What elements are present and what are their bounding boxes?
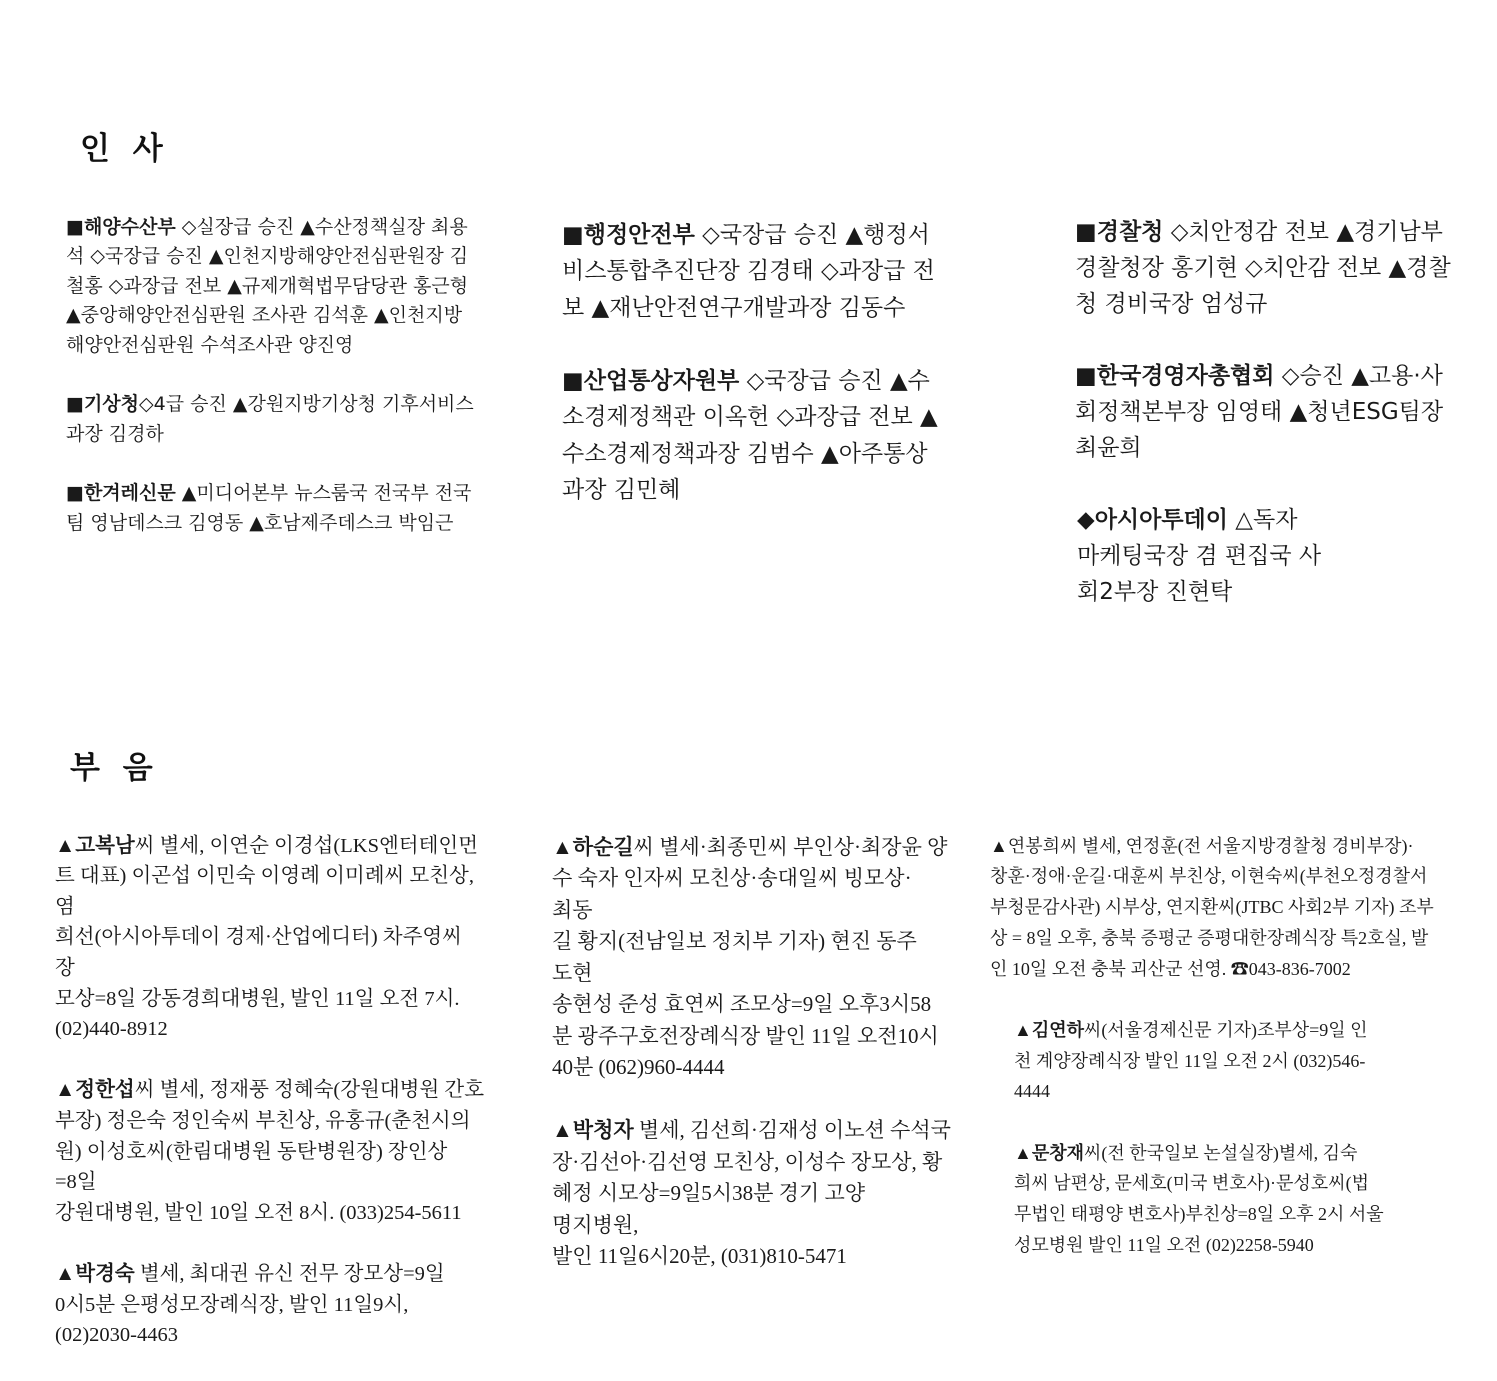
appointments-heading: 인 사	[80, 131, 169, 167]
organization-label: ■산업통상자원부	[562, 367, 740, 394]
deceased-name: ▲하순길	[552, 834, 634, 859]
organization-label: ■행정안전부	[562, 221, 695, 248]
organization-label: ■한겨레신문	[66, 481, 176, 504]
organization-label: ■해양수산부	[66, 215, 176, 238]
obituary-entry	[55, 831, 485, 1045]
obituary-entry	[990, 1138, 1455, 1261]
appointment-entry	[66, 390, 496, 449]
appointment-entry	[562, 217, 947, 327]
obituaries-heading: 부 음	[70, 750, 159, 786]
appointment-entry	[1075, 358, 1470, 466]
obituary-entry	[55, 1075, 485, 1228]
deceased-name: ▲박경숙	[55, 1262, 135, 1285]
appointment-entry	[1075, 214, 1470, 322]
obituary-text: 씨 별세·최종민씨 부인상·최장윤 양 수 숙자 인자씨 모친상·송대일씨 빙모상·최동 길 황지(전남일보 정치부 기자) 현진 동주 도현 송현성 준성 효연씨 조모상=9일 오후3시58 분 광주구호전장례식장 발인 11일 오전10시 40분 (062)960-4444	[552, 834, 948, 1079]
appointment-text: ◇국장급 승진 ▲수 소경제정책관 이옥헌 ◇과장급 전보 ▲ 수소경제정책과장 김범수 ▲아주통상 과장 김민혜	[562, 367, 938, 503]
obituaries-column-2	[552, 800, 952, 1304]
appointment-text: ▲미디어본부 뉴스룸국 전국부 전국 팀 영남데스크 김영동 ▲호남제주데스크 박임근	[66, 481, 472, 534]
obituary-text: 씨 별세, 이연순 이경섭(LKS엔터테인먼 트 대표) 이곤섭 이민숙 이영례 이미례씨 모친상, 염 희선(아시아투데이 경제·산업에디터) 차주영씨 장 모상=8일 강동경희대병원, 발인 11일 오전 7시. (02)440-8912	[55, 834, 478, 1041]
deceased-name: ▲김연하	[1014, 1019, 1084, 1040]
obituary-entry	[990, 1015, 1455, 1107]
deceased-name: ▲박청자	[552, 1118, 634, 1142]
appointment-entry	[66, 213, 496, 361]
appointment-text: ◇실장급 승진 ▲수산정책실장 최용 석 ◇국장급 승진 ▲인천지방해양안전심판원장 김 철홍 ◇과장급 전보 ▲규제개혁법무담당관 홍근형 ▲중앙해양안전심판원 조사관 김석훈 ▲인천지방 해양안전심판원 수석조사관 양진영	[66, 215, 469, 356]
obituary-text: 별세, 최대권 유신 전무 장모상=9일 0시5분 은평성모장례식장, 발인 11일9시, (02)2030-4463	[55, 1262, 445, 1347]
organization-label: ■한국경영자총협회	[1075, 363, 1275, 389]
appointment-text: ◇4급 승진 ▲강원지방기상청 기후서비스 과장 김경하	[66, 393, 474, 445]
obituaries-column-1	[55, 800, 485, 1381]
appointment-text: △독자 마케팅국장 겸 편집국 사 회2부장 진현탁	[1077, 507, 1322, 605]
appointment-text: ◇치안정감 전보 ▲경기남부 경찰청장 홍기현 ◇치안감 전보 ▲경찰 청 경비국장 엄성규	[1075, 219, 1451, 317]
obituary-entry	[552, 832, 952, 1084]
obituary-text: 씨(전 한국일보 논설실장)별세, 김숙 희씨 남편상, 문세호(미국 변호사)·문성호씨(법 무법인 태평양 변호사)부친상=8일 오후 2시 서울 성모병원 발인 11일 오전 (02)2258-5940	[1014, 1142, 1384, 1255]
obituaries-column-3	[990, 800, 1455, 1291]
organization-label: ■경찰청	[1075, 219, 1164, 245]
deceased-name: ▲고복남	[55, 834, 135, 857]
appointments-column-3	[1075, 178, 1470, 646]
obituary-text: 씨(서울경제신문 기자)조부상=9일 인 천 계양장례식장 발인 11일 오전 2시 (032)546- 4444	[1014, 1019, 1368, 1102]
appointment-entry	[1075, 502, 1470, 610]
appointment-entry	[66, 479, 496, 538]
obituary-entry	[990, 831, 1455, 985]
appointments-column-2	[562, 180, 947, 545]
obituary-text: 별세, 김선희·김재성 이노션 수석국 장·김선아·김선영 모친상, 이성수 장모상, 황 혜정 시모상=9일5시38분 경기 고양 명지병원, 발인 11일6시20분, (031)810-5471	[552, 1118, 951, 1268]
appointment-text: ◇승진 ▲고용·사 회정책본부장 임영태 ▲청년ESG팀장 최윤희	[1075, 363, 1444, 461]
deceased-name: ▲문창재	[1014, 1142, 1084, 1163]
organization-label: ◆아시아투데이	[1077, 507, 1228, 533]
deceased-name: ▲정한섭	[55, 1079, 135, 1102]
obituary-text: 씨 별세, 정재풍 정혜숙(강원대병원 간호 부장) 정은숙 정인숙씨 부친상, 유홍규(춘천시의 원) 이성호씨(한림대병원 동탄병원장) 장인상=8일 강원대병원, 발인 10일 오전 8시. (033)254-5611	[55, 1079, 485, 1224]
appointments-column-1	[66, 183, 496, 568]
appointment-text: ◇국장급 승진 ▲행정서 비스통합추진단장 김경태 ◇과장급 전 보 ▲재난안전연구개발과장 김동수	[562, 221, 935, 321]
obituary-entry	[552, 1115, 952, 1273]
appointment-entry	[562, 363, 947, 509]
obituary-entry	[55, 1259, 485, 1351]
organization-label: ■기상청	[66, 393, 140, 416]
obituary-text: ▲연봉희씨 별세, 연정훈(전 서울지방경찰청 경비부장)· 창훈·정애·운길·대훈씨 부친상, 이현숙씨(부천오정경찰서 부청문감사관) 시부상, 연지환씨(JTBC 사회2부 기자) 조부 상 = 8일 오후, 충북 증평군 증평대한장례식장 특2호실, 발 인 10일 오전 충북 괴산군 선영. ☎043-836-7002	[990, 835, 1434, 979]
